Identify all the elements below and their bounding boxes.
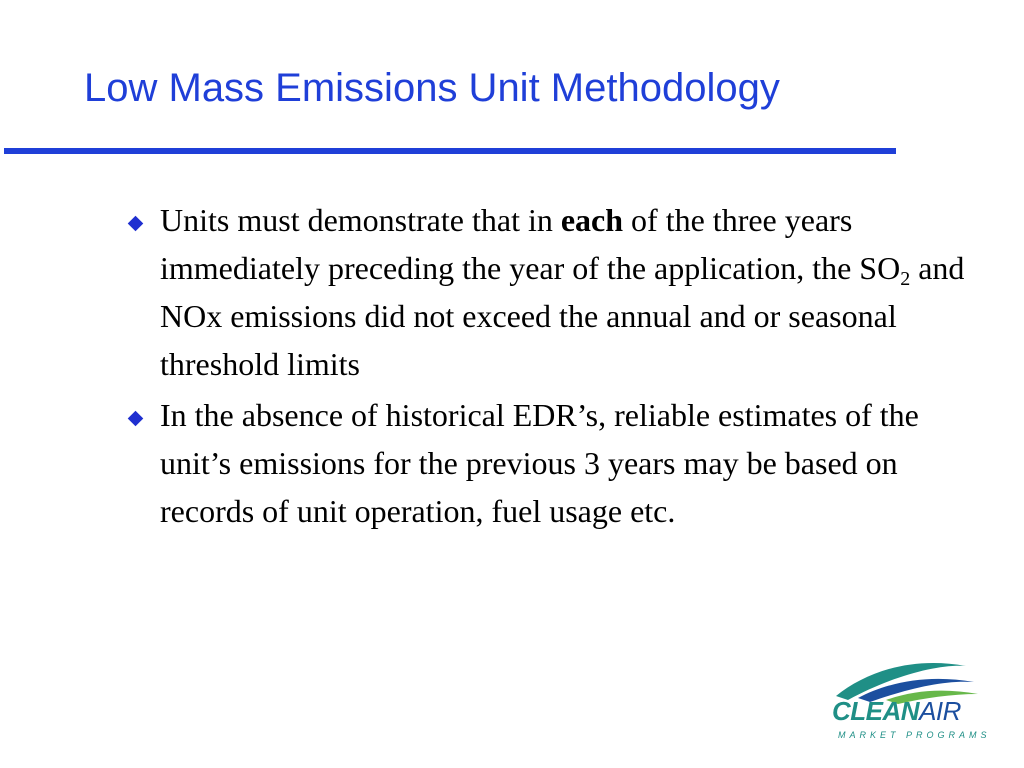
- bullet-text-segment: Units must demonstrate that in: [160, 202, 561, 238]
- bullet-list: [124, 196, 984, 538]
- bullet-text-segment: of the three years immediately preceding the year of the application, the SO: [160, 202, 901, 286]
- bullet-text-segment: In the absence of historical EDR’s, reliable estimates of the unit’s emissions for the previous 3 years may be based on records of unit operation, fuel usage etc.: [160, 397, 919, 529]
- bullet-text-subscript: 2: [900, 268, 911, 290]
- bullet-text: [160, 397, 919, 529]
- bullet-item: [124, 391, 984, 535]
- slide-title: Low Mass Emissions Unit Methodology: [84, 66, 780, 110]
- bullet-text: [160, 202, 964, 382]
- bullet-text-emphasis: each: [560, 202, 624, 238]
- logo-wordmark: [832, 697, 961, 725]
- title-rule: [4, 148, 896, 154]
- logo-subtitle: MARKET PROGRAMS: [838, 730, 991, 740]
- logo-word-clean: CLEAN: [832, 696, 920, 726]
- diamond-bullet-icon: [128, 411, 144, 427]
- bullet-text-segment: and NOx emissions did not exceed the annual and or seasonal threshold limits: [160, 250, 965, 382]
- clean-air-logo: [826, 652, 991, 748]
- bullet-item: [124, 196, 984, 388]
- logo-word-air: AIR: [919, 696, 961, 726]
- diamond-bullet-icon: [128, 216, 144, 232]
